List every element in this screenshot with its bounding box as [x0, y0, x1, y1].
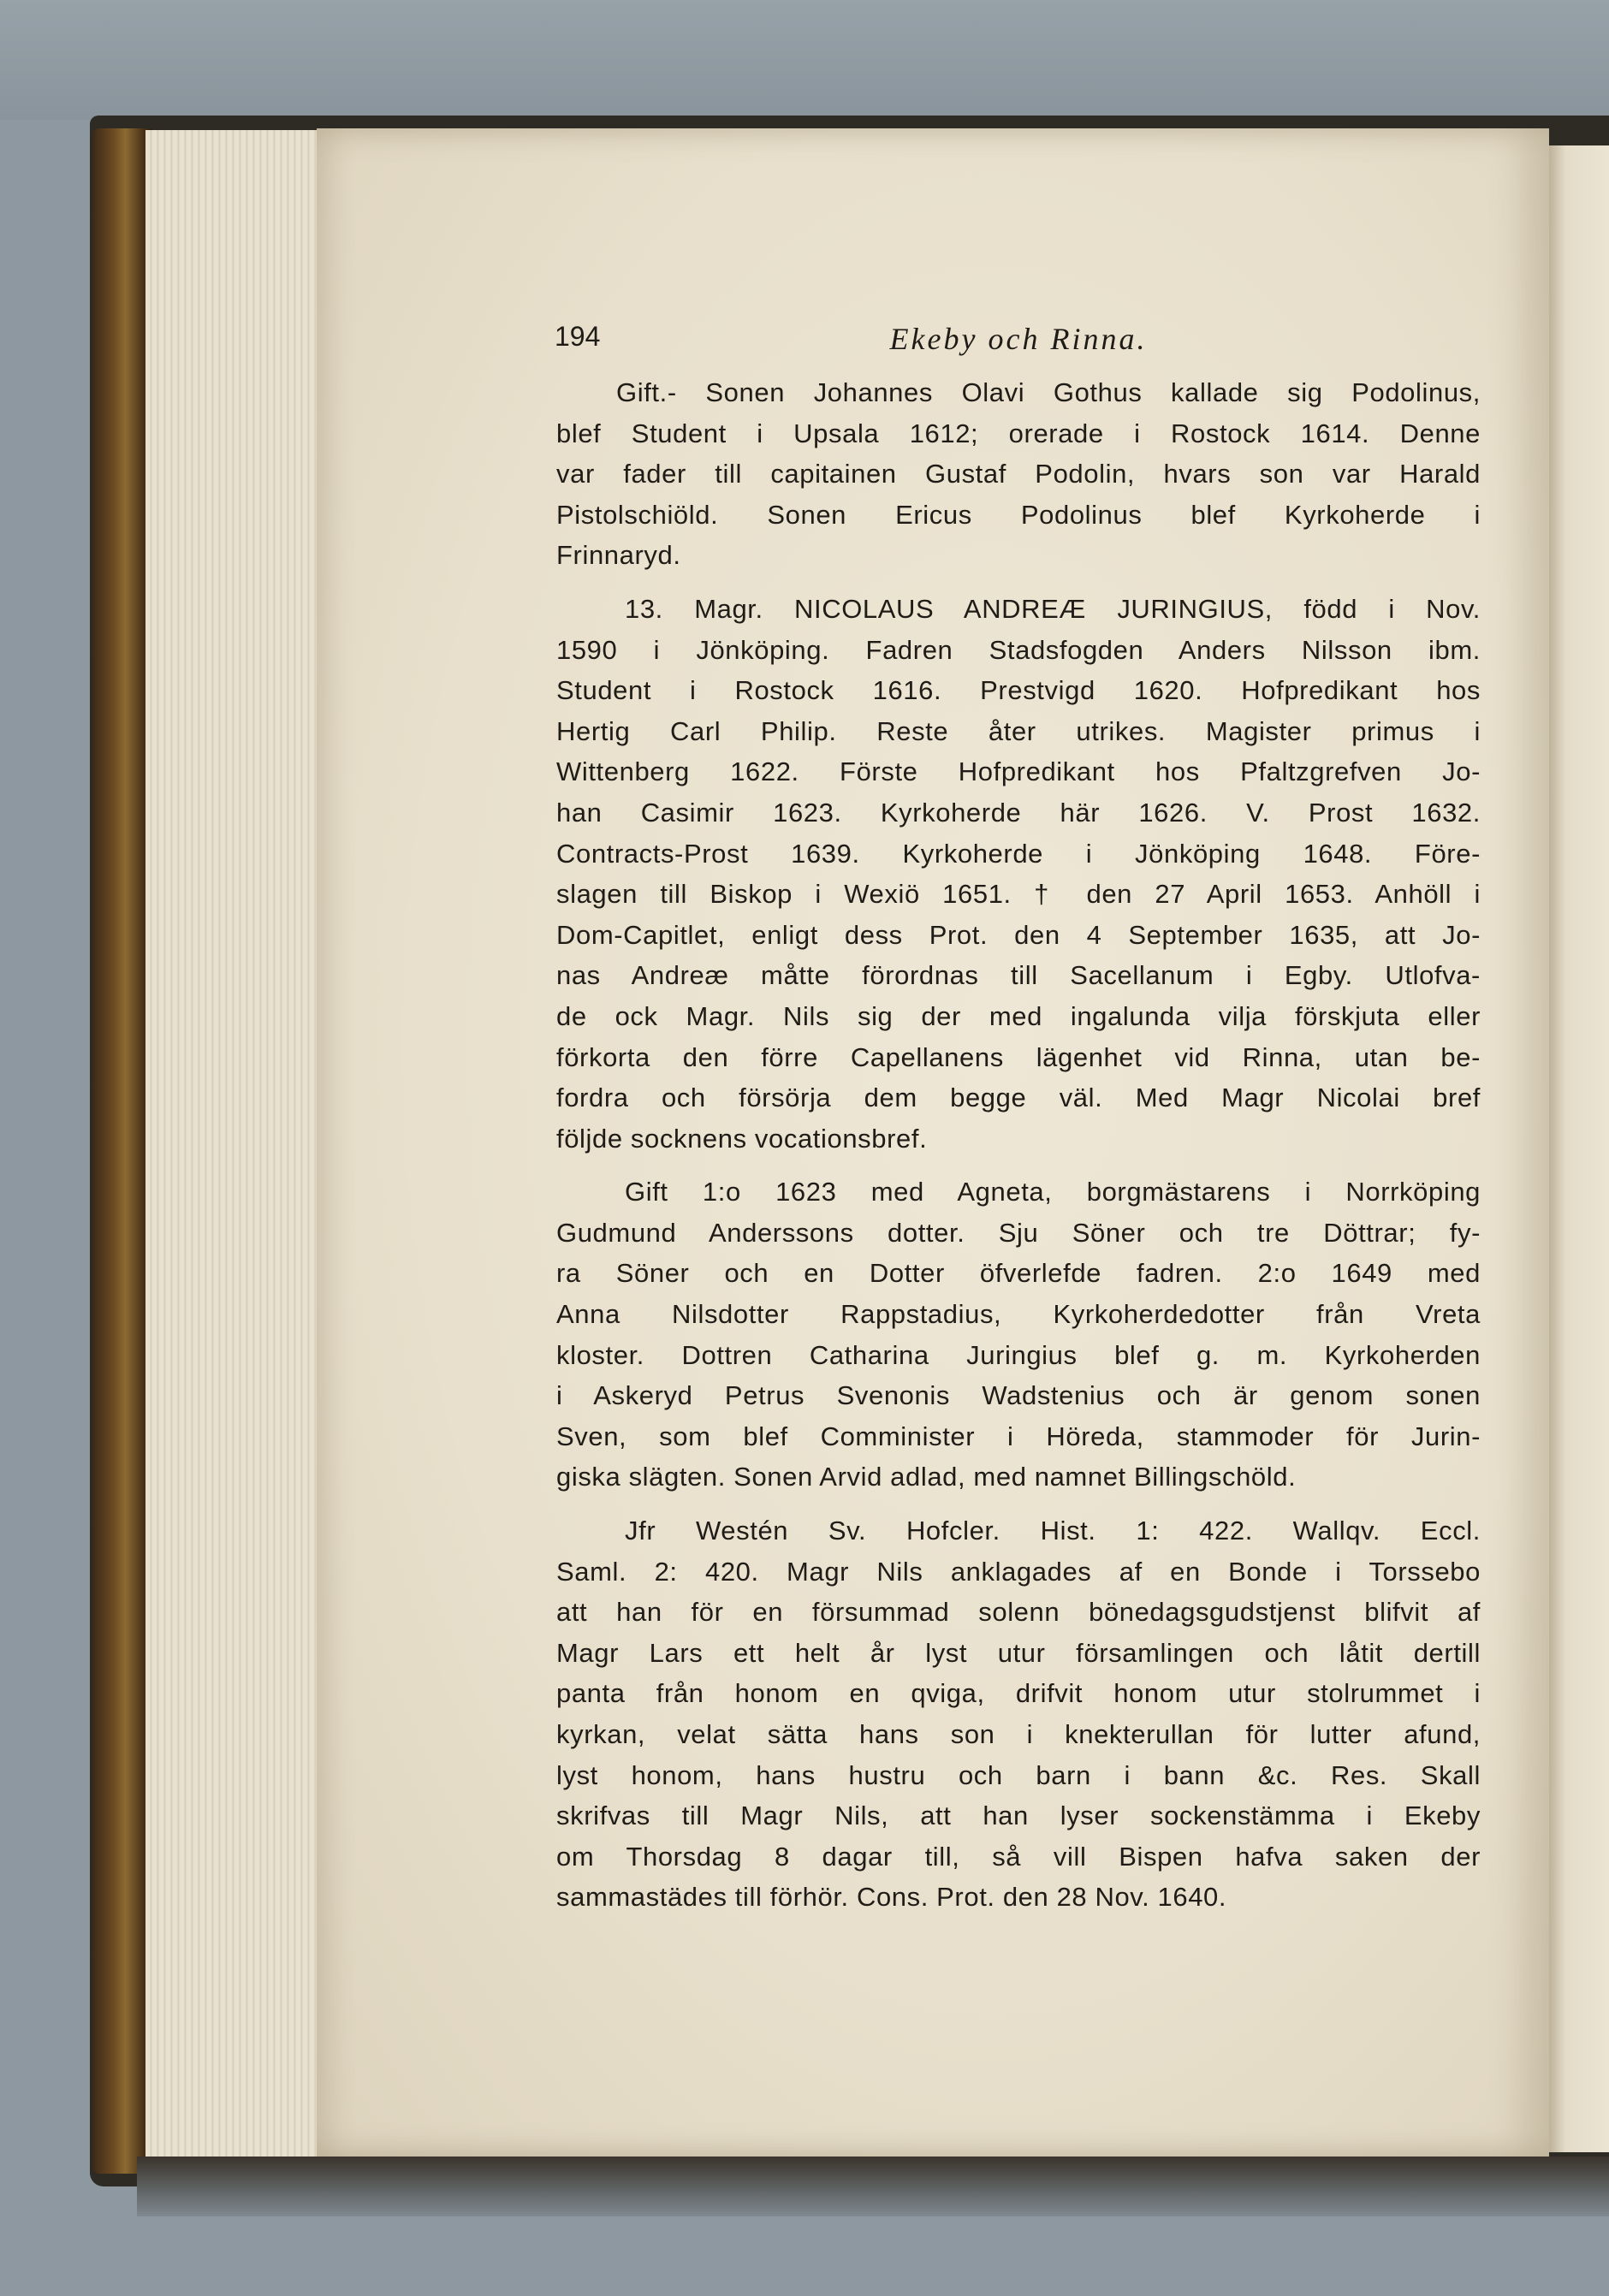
text-line: slagen till Biskop i Wexiö 1651. † den 27 April 1653. Anhöll i	[556, 879, 1481, 910]
text-line: Gift 1:o 1623 med Agneta, borgmästarens i Norrköping	[625, 1177, 1481, 1207]
text-line: panta från honom en qviga, drifvit honom utur stolrummet i	[556, 1678, 1481, 1709]
text-line: nas Andreæ måtte förordnas till Sacellanum i Egby. Utlofva-	[556, 960, 1481, 991]
text-line: kloster. Dottren Catharina Juringius blef g. m. Kyrkoherden	[556, 1339, 1481, 1370]
text-line: Contracts-Prost 1639. Kyrkoherde i Jönköping 1648. Före-	[556, 838, 1481, 869]
text-line: lyst honom, hans hustru och barn i bann &c. Res. Skall	[556, 1759, 1481, 1790]
text-line: om Thorsdag 8 dagar till, så vill Bispen hafva saken der	[556, 1841, 1481, 1872]
paragraph	[556, 589, 1481, 1159]
running-title: Ekeby och Rinna.	[889, 322, 1148, 356]
text-line: sammastädes till förhör. Cons. Prot. den 28 Nov. 1640.	[556, 1882, 1227, 1913]
background-surface	[0, 0, 1609, 120]
facing-page-edge	[1547, 145, 1609, 2152]
text-line: Wittenberg 1622. Förste Hofpredikant hos Pfaltzgrefven Jo-	[556, 756, 1481, 787]
text-line: ra Söner och en Dotter öfverlefde fadren. 2:o 1649 med	[556, 1258, 1481, 1289]
text-line: Pistolschiöld. Sonen Ericus Podolinus blef Kyrkoherde i	[556, 499, 1481, 530]
paragraph	[556, 372, 1481, 576]
text-line: 13. Magr. NICOLAUS ANDREÆ JURINGIUS, född i Nov.	[625, 593, 1481, 624]
text-line: 1590 i Jönköping. Fadren Stadsfogden Anders Nilsson ibm.	[556, 634, 1481, 665]
text-line: Hertig Carl Philip. Reste åter utrikes. Magister primus i	[556, 715, 1481, 746]
text-line: Gift.- Sonen Johannes Olavi Gothus kallade sig Podolinus,	[616, 377, 1481, 407]
book-spine	[92, 128, 152, 2174]
body-text	[556, 372, 1481, 1918]
paragraph	[556, 1510, 1481, 1918]
text-line: Jfr Westén Sv. Hofcler. Hist. 1: 422. Wallqv. Eccl.	[625, 1516, 1481, 1546]
text-line: Dom-Capitlet, enligt dess Prot. den 4 September 1635, att Jo-	[556, 919, 1481, 950]
text-line: Anna Nilsdotter Rappstadius, Kyrkoherdedotter från Vreta	[556, 1299, 1481, 1330]
text-line: Saml. 2: 420. Magr Nils anklagades af en Bonde i Torssebo	[556, 1556, 1481, 1587]
text-line: var fader till capitainen Gustaf Podolin, hvars son var Harald	[556, 459, 1481, 489]
text-line: giska slägten. Sonen Arvid adlad, med namnet Billingschöld.	[556, 1462, 1297, 1492]
paragraph	[556, 1172, 1481, 1498]
text-line: att han för en försummad solenn bönedagsgudstjenst blifvit af	[556, 1597, 1481, 1628]
text-line: Sven, som blef Comminister i Höreda, stammoder för Jurin-	[556, 1421, 1481, 1451]
text-line: Frinnaryd.	[556, 540, 681, 571]
book-bottom-shadow	[137, 2157, 1609, 2216]
text-line: Gudmund Anderssons dotter. Sju Söner och tre Döttrar; fy-	[556, 1217, 1481, 1248]
text-line: i Askeryd Petrus Svenonis Wadstenius och är genom sonen	[556, 1380, 1481, 1411]
text-line: Magr Lars ett helt år lyst utur församlingen och låtit dertill	[556, 1637, 1481, 1668]
page-stack-edge	[145, 130, 327, 2158]
text-line: han Casimir 1623. Kyrkoherde här 1626. V. Prost 1632.	[556, 797, 1481, 828]
text-line: fordra och försörja dem begge väl. Med Magr Nicolai bref	[556, 1083, 1481, 1113]
text-line: de ock Magr. Nils sig der med ingalunda vilja förskjuta eller	[556, 1000, 1481, 1031]
page-number: 194	[555, 321, 601, 352]
text-line: Student i Rostock 1616. Prestvigd 1620. Hofpredikant hos	[556, 675, 1481, 706]
text-line: följde socknens vocationsbref.	[556, 1123, 928, 1154]
page-text-block	[556, 321, 1481, 1918]
text-line: förkorta den förre Capellanens lägenhet vid Rinna, utan be-	[556, 1041, 1481, 1072]
text-line: kyrkan, velat sätta hans son i knekterullan för lutter afund,	[556, 1719, 1481, 1749]
page-header	[556, 321, 1481, 372]
text-line: skrifvas till Magr Nils, att han lyser sockenstämma i Ekeby	[556, 1801, 1481, 1831]
text-line: blef Student i Upsala 1612; orerade i Rostock 1614. Denne	[556, 418, 1481, 448]
